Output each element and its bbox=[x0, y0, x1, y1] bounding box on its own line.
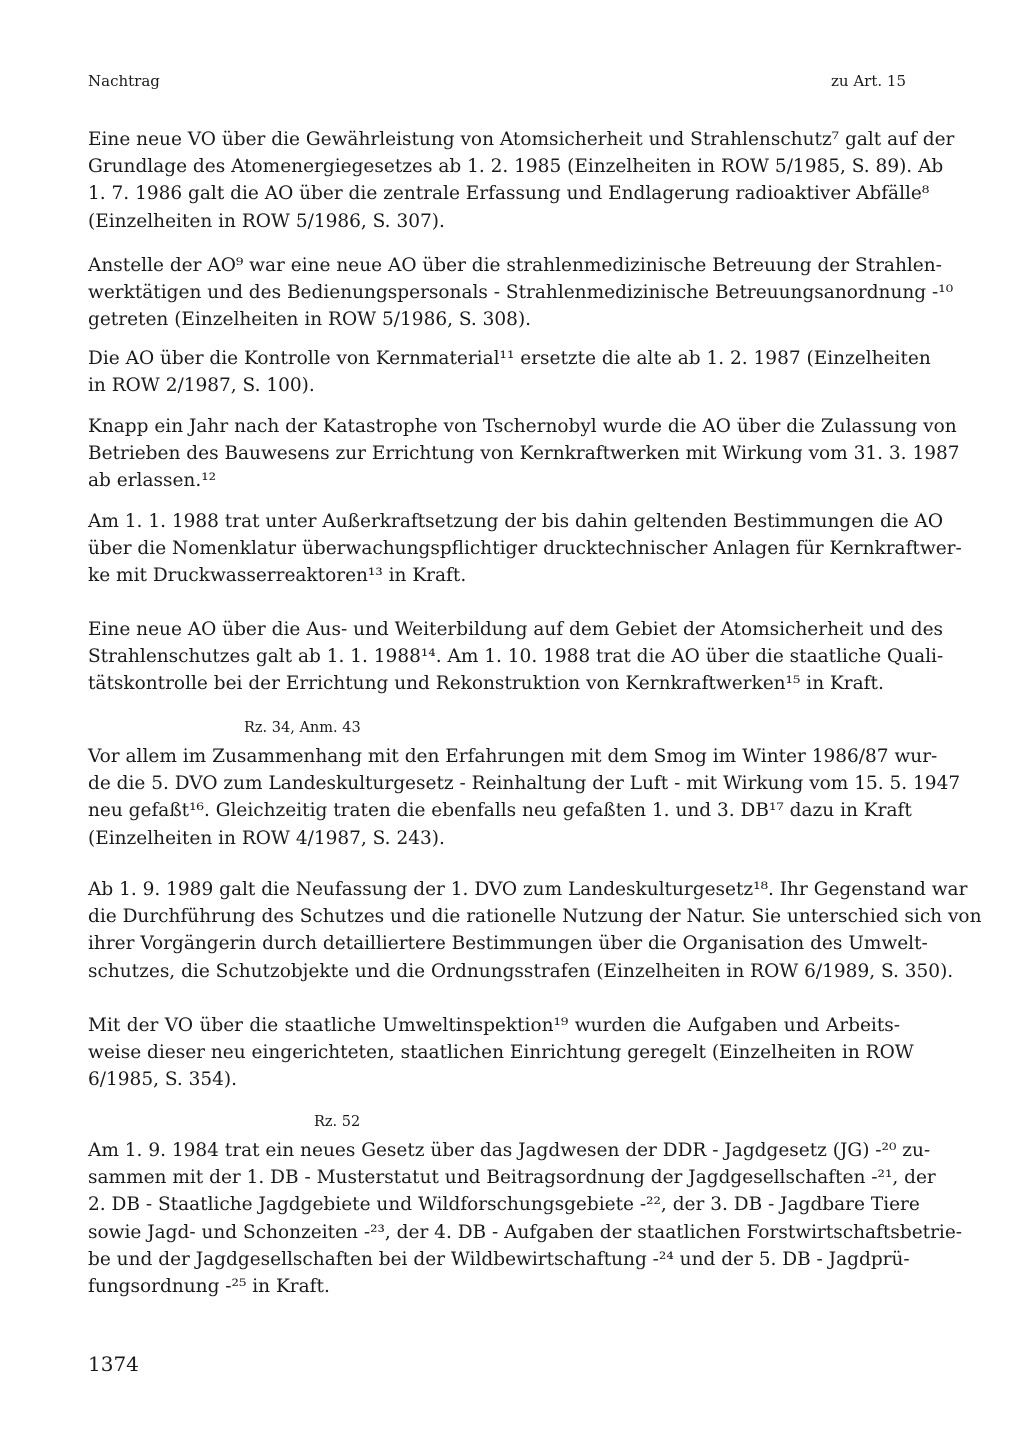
text-line: werktätigen und des Bedienungspersonals - Strahlenmedizinische Betreuungsanordnung -¹⁰ bbox=[88, 282, 954, 304]
text-line: die Durchführung des Schutzes und die rationelle Nutzung der Natur. Sie unterschied sich von bbox=[88, 906, 982, 928]
text-line: Vor allem im Zusammenhang mit den Erfahrungen mit dem Smog im Winter 1986/87 wur- bbox=[88, 746, 938, 767]
text-line: Eine neue VO über die Gewährleistung von Atomsicherheit und Strahlenschutz⁷ galt auf der bbox=[88, 129, 955, 150]
text-line: 2. DB - Staatliche Jagdgebiete und Wildforschungsgebiete -²², der 3. DB - Jagdbare Tiere bbox=[88, 1194, 920, 1216]
text-line: 1. 7. 1986 galt die AO über die zentrale Erfassung und Endlagerung radioaktiver Abfälle⁸ bbox=[88, 183, 930, 205]
paragraph bbox=[88, 1012, 914, 1094]
paragraph bbox=[88, 413, 960, 495]
section-reference: Rz. 52 bbox=[314, 1114, 361, 1130]
text-line: sammen mit der 1. DB - Musterstatut und Beitragsordnung der Jagdgesellschaften -²¹, der bbox=[88, 1167, 936, 1189]
text-line: (Einzelheiten in ROW 4/1987, S. 243). bbox=[88, 827, 445, 849]
text-line: Die AO über die Kontrolle von Kernmaterial¹¹ ersetzte die alte ab 1. 2. 1987 (Einzelheiten bbox=[88, 348, 931, 369]
paragraph bbox=[88, 876, 982, 985]
text-line: ab erlassen.¹² bbox=[88, 470, 217, 492]
text-line: Am 1. 1. 1988 trat unter Außerkraftsetzung der bis dahin geltenden Bestimmungen die AO bbox=[88, 511, 944, 532]
text-line: Grundlage des Atomenergiegesetzes ab 1. 2. 1985 (Einzelheiten in ROW 5/1985, S. 89). Ab bbox=[88, 156, 944, 178]
text-line: Strahlenschutzes galt ab 1. 1. 1988¹⁴. Am 1. 10. 1988 trat die AO über die staatliche Quali- bbox=[88, 646, 944, 668]
text-line: Eine neue AO über die Aus- und Weiterbildung auf dem Gebiet der Atomsicherheit und des bbox=[88, 619, 944, 640]
text-line: sowie Jagd- und Schonzeiten -²³, der 4. DB - Aufgaben der staatlichen Forstwirtschaftsbetrie- bbox=[88, 1221, 963, 1243]
paragraph bbox=[88, 616, 944, 698]
paragraph bbox=[88, 1137, 963, 1300]
running-header-left: Nachtrag bbox=[88, 72, 160, 90]
text-line: Betrieben des Bauwesens zur Errichtung von Kernkraftwerken mit Wirkung vom 31. 3. 1987 bbox=[88, 443, 960, 465]
section-reference: Rz. 34, Anm. 43 bbox=[244, 720, 361, 736]
text-line: 6/1985, S. 354). bbox=[88, 1069, 238, 1091]
paragraph bbox=[88, 743, 961, 852]
paragraph bbox=[88, 126, 955, 235]
text-line: schutzes, die Schutzobjekte und die Ordnungsstrafen (Einzelheiten in ROW 6/1989, S. 350). bbox=[88, 960, 954, 982]
text-line: fungsordnung -²⁵ in Kraft. bbox=[88, 1276, 330, 1298]
page-number: 1374 bbox=[88, 1352, 139, 1376]
paragraph bbox=[88, 252, 954, 334]
text-line: de die 5. DVO zum Landeskulturgesetz - Reinhaltung der Luft - mit Wirkung vom 15. 5. 1947 bbox=[88, 773, 961, 795]
paragraph bbox=[88, 345, 931, 399]
text-line: (Einzelheiten in ROW 5/1986, S. 307). bbox=[88, 210, 445, 232]
text-line: über die Nomenklatur überwachungspflichtiger drucktechnischer Anlagen für Kernkraftwer- bbox=[88, 538, 962, 560]
text-line: ihrer Vorgängerin durch detailliertere Bestimmungen über die Organisation des Umwelt- bbox=[88, 933, 928, 955]
text-line: in ROW 2/1987, S. 100). bbox=[88, 375, 315, 397]
paragraph bbox=[88, 508, 962, 590]
text-line: Am 1. 9. 1984 trat ein neues Gesetz über das Jagdwesen der DDR - Jagdgesetz (JG) -²⁰ zu- bbox=[88, 1140, 931, 1161]
text-line: tätskontrolle bei der Errichtung und Rekonstruktion von Kernkraftwerken¹⁵ in Kraft. bbox=[88, 673, 884, 695]
running-header-right: zu Art. 15 bbox=[831, 72, 906, 90]
text-line: weise dieser neu eingerichteten, staatlichen Einrichtung geregelt (Einzelheiten in ROW bbox=[88, 1042, 914, 1064]
text-line: be und der Jagdgesellschaften bei der Wildbewirtschaftung -²⁴ und der 5. DB - Jagdprü- bbox=[88, 1248, 910, 1270]
text-line: Ab 1. 9. 1989 galt die Neufassung der 1. DVO zum Landeskulturgesetz¹⁸. Ihr Gegenstand war bbox=[88, 879, 968, 900]
text-line: ke mit Druckwasserreaktoren¹³ in Kraft. bbox=[88, 565, 467, 587]
text-line: getreten (Einzelheiten in ROW 5/1986, S. 308). bbox=[88, 309, 532, 331]
text-line: Anstelle der AO⁹ war eine neue AO über die strahlenmedizinische Betreuung der Strahlen- bbox=[88, 255, 942, 276]
text-line: Mit der VO über die staatliche Umweltinspektion¹⁹ wurden die Aufgaben und Arbeits- bbox=[88, 1015, 900, 1036]
text-line: Knapp ein Jahr nach der Katastrophe von Tschernobyl wurde die AO über die Zulassung von bbox=[88, 416, 957, 437]
text-line: neu gefaßt¹⁶. Gleichzeitig traten die ebenfalls neu gefaßten 1. und 3. DB¹⁷ dazu in Kraft bbox=[88, 800, 912, 822]
